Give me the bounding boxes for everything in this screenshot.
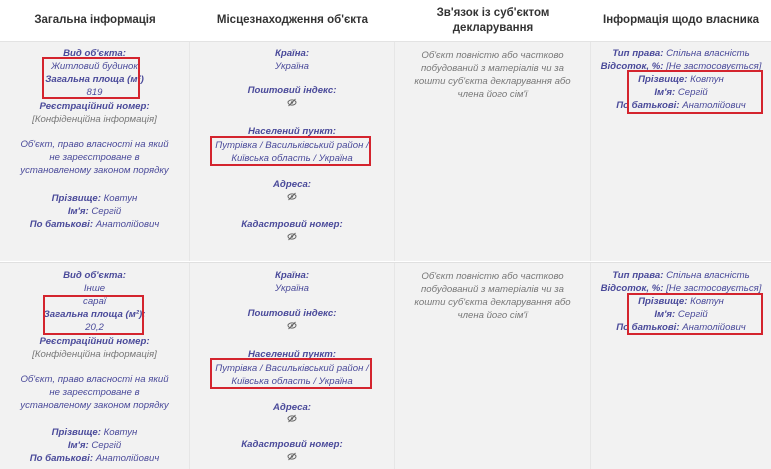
postal-index-label: Поштовий індекс:: [247, 85, 337, 96]
area-label: Загальна площа (м²):: [43, 309, 146, 320]
settlement-line-2: Київська область / Україна: [231, 153, 353, 164]
eye-slash-icon: [287, 321, 297, 330]
general-info-cell: [0, 42, 190, 261]
object-type-extra: сараї: [83, 296, 106, 307]
settlement-line-1: Путрівка / Васильківський район /: [215, 363, 369, 374]
table-row: [0, 262, 771, 469]
surname-row: Прізвище: Ковтун: [51, 427, 138, 438]
eye-slash-icon: [287, 452, 297, 461]
eye-slash-icon: [287, 98, 297, 107]
header-owner: Інформація щодо власника: [603, 14, 759, 26]
country-value: Україна: [275, 61, 309, 72]
location-cell: [190, 42, 395, 261]
cadastral-label: Кадастровий номер:: [241, 439, 343, 450]
object-type-label: Вид об'єкта:: [63, 270, 126, 281]
patronymic-row: По батькові: Анатолійович: [29, 453, 160, 464]
percent-row: Відсоток, %: [Не застосовується]: [600, 283, 762, 294]
owner-surname-row: Прізвище: Ковтун: [638, 296, 724, 307]
postal-index-label: Поштовий індекс:: [247, 308, 337, 319]
hidden-address-value: [190, 414, 394, 427]
name-row: Ім'я: Сергій: [67, 206, 122, 217]
hidden-cadastral-value: [190, 232, 394, 245]
owner-cell: [591, 263, 771, 469]
address-label: Адреса:: [272, 402, 312, 413]
area-label: Загальна площа (м²): [45, 74, 144, 85]
highlight-box: [42, 57, 140, 99]
registration-note: Об'єкт, право власності на який не зареєстроване в установленому законом порядку: [20, 374, 169, 411]
area-value: 20,2: [85, 322, 104, 333]
settlement-label: Населений пункт:: [248, 126, 336, 137]
settlement-line-1: Путрівка / Васильківський район /: [215, 140, 369, 151]
reg-number-label: Реєстраційний номер:: [39, 336, 150, 347]
settlement-label: Населений пункт:: [248, 349, 336, 360]
eye-slash-icon: [287, 414, 297, 423]
eye-slash-icon: [287, 192, 297, 201]
header-location: Місцезнаходження об'єкта: [216, 14, 369, 26]
reg-number-value: [Конфіденційна інформація]: [32, 349, 157, 360]
highlight-box: [210, 358, 372, 389]
country-label: Країна:: [274, 48, 310, 59]
country-label: Країна:: [274, 270, 310, 281]
owner-surname-row: Прізвище: Ковтун: [638, 74, 724, 85]
hidden-postal-value: [190, 321, 394, 334]
address-label: Адреса:: [272, 179, 312, 190]
registration-note: Об'єкт, право власності на який не зареєстроване в установленому законом порядку: [20, 139, 169, 176]
eye-slash-icon: [287, 232, 297, 241]
percent-row: Відсоток, %: [Не застосовується]: [600, 61, 762, 72]
relation-cell: [395, 263, 591, 469]
right-type-row: Тип права: Спільна власність: [612, 270, 750, 281]
right-type-row: Тип права: Спільна власність: [612, 48, 750, 59]
table-header: [0, 0, 771, 42]
location-cell: [190, 263, 395, 469]
relation-text: Об'єкт повністю або частково побудований з матеріалів чи за кошти суб'єкта декларування або члена його сім'ї: [414, 50, 571, 100]
highlight-box: [627, 70, 763, 114]
owner-cell: [591, 42, 771, 261]
hidden-postal-value: [190, 98, 394, 111]
name-row: Ім'я: Сергій: [67, 440, 122, 451]
country-value: Україна: [275, 283, 309, 294]
relation-text: Об'єкт повністю або частково побудований з матеріалів чи за кошти суб'єкта декларування або члена його сім'ї: [414, 271, 571, 321]
area-value: 819: [86, 87, 103, 98]
header-relation: Зв'язок із суб'єктом декларування: [436, 6, 550, 34]
table-row: [0, 42, 771, 261]
owner-name-row: Ім'я: Сергій: [654, 309, 708, 320]
object-type-value: Житловий будинок: [51, 61, 138, 72]
owner-patronymic-row: По батькові: Анатолійович: [616, 100, 746, 111]
reg-number-value: [Конфіденційна інформація]: [32, 114, 157, 125]
general-info-cell: [0, 263, 190, 469]
highlight-box: [43, 295, 144, 335]
cadastral-label: Кадастровий номер:: [241, 219, 343, 230]
owner-patronymic-row: По батькові: Анатолійович: [616, 322, 746, 333]
owner-name-row: Ім'я: Сергій: [654, 87, 708, 98]
surname-row: Прізвище: Ковтун: [51, 193, 138, 204]
object-type-label: Вид об'єкта:: [63, 48, 126, 59]
hidden-cadastral-value: [190, 452, 394, 465]
patronymic-row: По батькові: Анатолійович: [29, 219, 160, 230]
hidden-address-value: [190, 192, 394, 205]
header-general: Загальна інформація: [34, 14, 156, 26]
reg-number-label: Реєстраційний номер:: [39, 101, 150, 112]
relation-cell: [395, 42, 591, 261]
highlight-box: [210, 136, 371, 166]
settlement-line-2: Київська область / Україна: [231, 376, 353, 387]
highlight-box: [627, 293, 763, 335]
object-type-value: Інше: [83, 283, 106, 294]
